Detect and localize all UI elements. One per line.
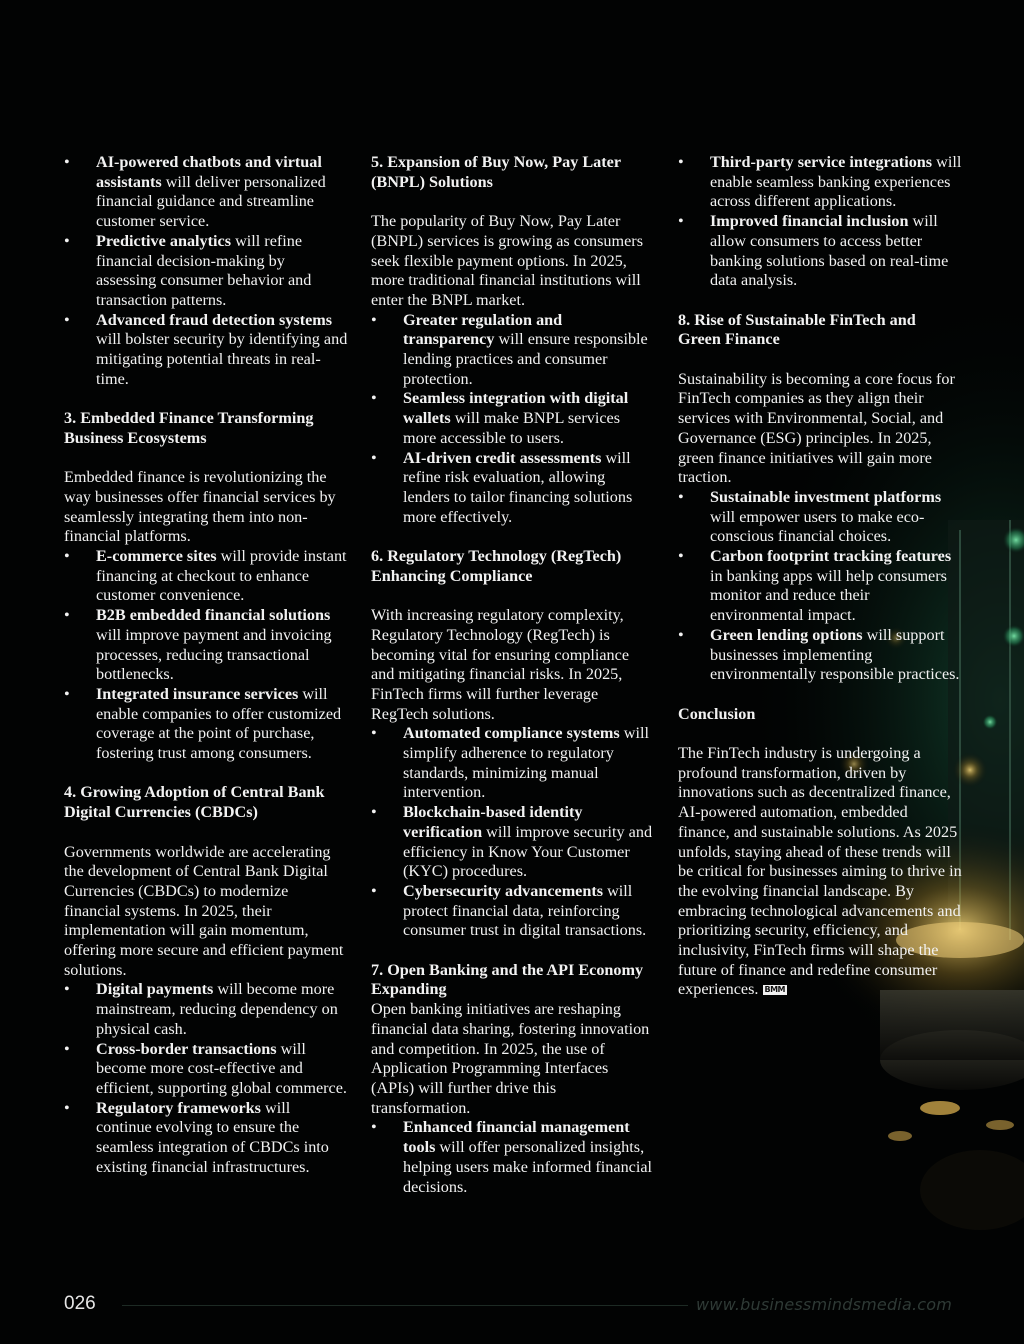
bullet-bold-text: AI-powered chatbots and virtual assistants	[96, 153, 322, 191]
list-item	[371, 803, 655, 882]
bullet-text: will become more cost-effective and efficient, supporting global commerce.	[96, 1039, 347, 1097]
bmm-end-logo-icon: BMM	[764, 985, 786, 995]
bullet-bold-text: Green lending options	[710, 625, 863, 644]
list-item	[678, 488, 962, 547]
bullet-bold-text: Cybersecurity advancements	[403, 881, 604, 900]
bullet-text: will enable companies to offer customized coverage at the point of purchase, fostering trust among consumers.	[96, 684, 342, 763]
footer-divider	[122, 1305, 688, 1306]
bullet-bold-text: AI-driven credit assessments	[403, 448, 602, 467]
conclusion-heading: Conclusion	[678, 704, 756, 723]
list-item	[371, 1118, 655, 1197]
conclusion-text: The FinTech industry is undergoing a profound transformation, driven by innovations such as decentralized finance, AI-powered automation, embedded finance, and sustainable solutions. As 2025 unfolds, staying ahead of these trends will be critical for businesses aiming to thrive in the evolving financial landscape. By embracing technological advancements and prioritizing security, efficiency, and inclusivity, FinTech firms will shape the future of finance and redefine consumer experiences.	[678, 744, 962, 999]
bullet-bold-text: E-commerce sites	[96, 547, 217, 566]
list-item	[678, 626, 962, 685]
bullet-text: will make BNPL services more accessible to users.	[403, 409, 620, 447]
bullet-text: will provide instant financing at checkout to enhance customer convenience.	[96, 547, 347, 605]
bullet-text: will support businesses implementing environmentally responsible practices.	[710, 625, 960, 684]
list-item	[371, 449, 655, 528]
bullet-bold-text: Carbon footprint tracking features	[710, 547, 952, 566]
list-item	[64, 606, 348, 685]
bullet-list	[371, 311, 655, 528]
list-item	[64, 1040, 348, 1099]
page-number: 026	[64, 1293, 96, 1314]
bullet-text: will allow consumers to access better banking solutions based on real-time data analysis.	[710, 212, 949, 290]
list-item	[678, 212, 962, 291]
section-heading: 8. Rise of Sustainable FinTech and Green Finance	[678, 310, 916, 349]
bullet-bold-text: Third-party service integrations	[710, 153, 933, 171]
bullet-list	[64, 547, 348, 764]
bullet-text: will enable seamless banking experiences across different applications.	[710, 153, 962, 211]
bullet-text: will protect financial data, reinforcing consumer trust in digital transactions.	[403, 881, 647, 940]
bullet-text: in banking apps will help consumers monitor and reduce their environmental impact.	[710, 566, 947, 625]
bullet-text: will improve payment and invoicing processes, reducing transactional bottlenecks.	[96, 625, 332, 684]
bullet-bold-text: Blockchain-based identity verification	[403, 803, 583, 841]
section-heading: 5. Expansion of Buy Now, Pay Later (BNPL) Solutions	[371, 153, 621, 191]
section-paragraph: The popularity of Buy Now, Pay Later (BNPL) services is growing as consumers seek flexible payment options. In 2025, more traditional financial institutions will enter the BNPL market.	[371, 212, 643, 309]
bullet-bold-text: Integrated insurance services	[96, 684, 299, 703]
list-item	[64, 153, 348, 232]
section-paragraph: Governments worldwide are accelerating the development of Central Bank Digital Currencies (CBDCs) to modernize financial systems. In 2025, their implementation will gain momentum, offering more secure and efficient payment solutions.	[64, 842, 344, 979]
section-heading: 4. Growing Adoption of Central Bank Digital Currencies (CBDCs)	[64, 783, 325, 822]
bullet-bold-text: Digital payments	[96, 980, 214, 999]
bullet-text: will refine risk evaluation, allowing lenders to tailor financing solutions more effectively.	[403, 448, 633, 526]
bullet-list	[64, 980, 348, 1177]
bullet-bold-text: Greater regulation and transparency	[403, 310, 563, 349]
bullet-text: will continue evolving to ensure the seamless integration of CBDCs into existing financial infrastructures.	[96, 1098, 329, 1176]
list-item	[371, 724, 655, 803]
bullet-text: will become more mainstream, reducing dependency on physical cash.	[96, 980, 338, 1038]
bullet-text: will simplify adherence to regulatory standards, minimizing manual intervention.	[403, 724, 649, 802]
list-item	[64, 311, 348, 390]
section-paragraph: Sustainability is becoming a core focus for FinTech companies as they align their services with Environmental, Social, and Governance (ESG) principles. In 2025, green finance initiatives will gain more traction.	[678, 369, 955, 487]
bullet-text: will deliver personalized financial guidance and streamline customer service.	[96, 172, 326, 231]
section-heading: 7. Open Banking and the API Economy Expanding	[371, 960, 644, 999]
bullet-bold-text: Improved financial inclusion	[710, 212, 909, 231]
bullet-list	[678, 488, 962, 685]
bullet-bold-text: B2B embedded financial solutions	[96, 606, 331, 625]
bullet-bold-text: Seamless integration with digital wallets	[403, 389, 629, 428]
list-item	[371, 389, 655, 448]
list-item	[371, 882, 655, 941]
text-column-right	[678, 153, 962, 1000]
list-item	[678, 153, 962, 212]
bullet-list	[64, 153, 348, 389]
bullet-bold-text: Enhanced financial management tools	[403, 1118, 630, 1157]
bullet-text: will bolster security by identifying and mitigating potential threats in real-time.	[96, 330, 348, 388]
list-item	[64, 980, 348, 1039]
website-url: www.businessmindsmedia.com	[696, 1295, 953, 1314]
page-footer	[0, 1290, 1024, 1320]
bullet-text: will improve security and efficiency in Know Your Customer (KYC) procedures.	[403, 822, 653, 881]
list-item	[64, 1099, 348, 1178]
section-paragraph: Open banking initiatives are reshaping financial data sharing, fostering innovation and competition. In 2025, the use of Application Programming Interfaces (APIs) will further drive this transformation.	[371, 1000, 650, 1117]
bullet-bold-text: Regulatory frameworks	[96, 1098, 261, 1117]
list-item	[678, 547, 962, 626]
section-heading: 3. Embedded Finance Transforming Business Ecosystems	[64, 409, 314, 447]
bullet-bold-text: Sustainable investment platforms	[710, 487, 942, 506]
section-paragraph: Embedded finance is revolutionizing the way businesses offer financial services by seamlessly integrating them into non-financial platforms.	[64, 468, 336, 546]
list-item	[64, 547, 348, 606]
text-column-left	[64, 153, 348, 1178]
bullet-list	[371, 724, 655, 941]
bullet-bold-text: Predictive analytics	[96, 231, 232, 250]
bullet-bold-text: Cross-border transactions	[96, 1039, 277, 1058]
bullet-text: will refine financial decision-making by assessing consumer behavior and transaction patterns.	[96, 231, 312, 309]
bullet-text: will offer personalized insights, helping users make informed financial decisions.	[403, 1138, 653, 1196]
bullet-text: will empower users to make eco-conscious financial choices.	[710, 507, 925, 546]
list-item	[371, 311, 655, 390]
text-column-middle	[371, 153, 655, 1197]
bullet-bold-text: Automated compliance systems	[403, 724, 620, 743]
bullet-list	[678, 153, 962, 291]
section-heading: 6. Regulatory Technology (RegTech) Enhancing Compliance	[371, 547, 622, 585]
conclusion-paragraph	[678, 744, 962, 1000]
list-item	[64, 685, 348, 764]
list-item	[64, 232, 348, 311]
section-paragraph: With increasing regulatory complexity, Regulatory Technology (RegTech) is becoming vital for ensuring compliance and mitigating financial risks. In 2025, FinTech firms will further leverage RegTech solutions.	[371, 606, 630, 723]
bullet-bold-text: Advanced fraud detection systems	[96, 310, 333, 329]
bullet-text: will ensure responsible lending practices and consumer protection.	[403, 330, 648, 388]
bullet-list	[371, 1118, 655, 1197]
